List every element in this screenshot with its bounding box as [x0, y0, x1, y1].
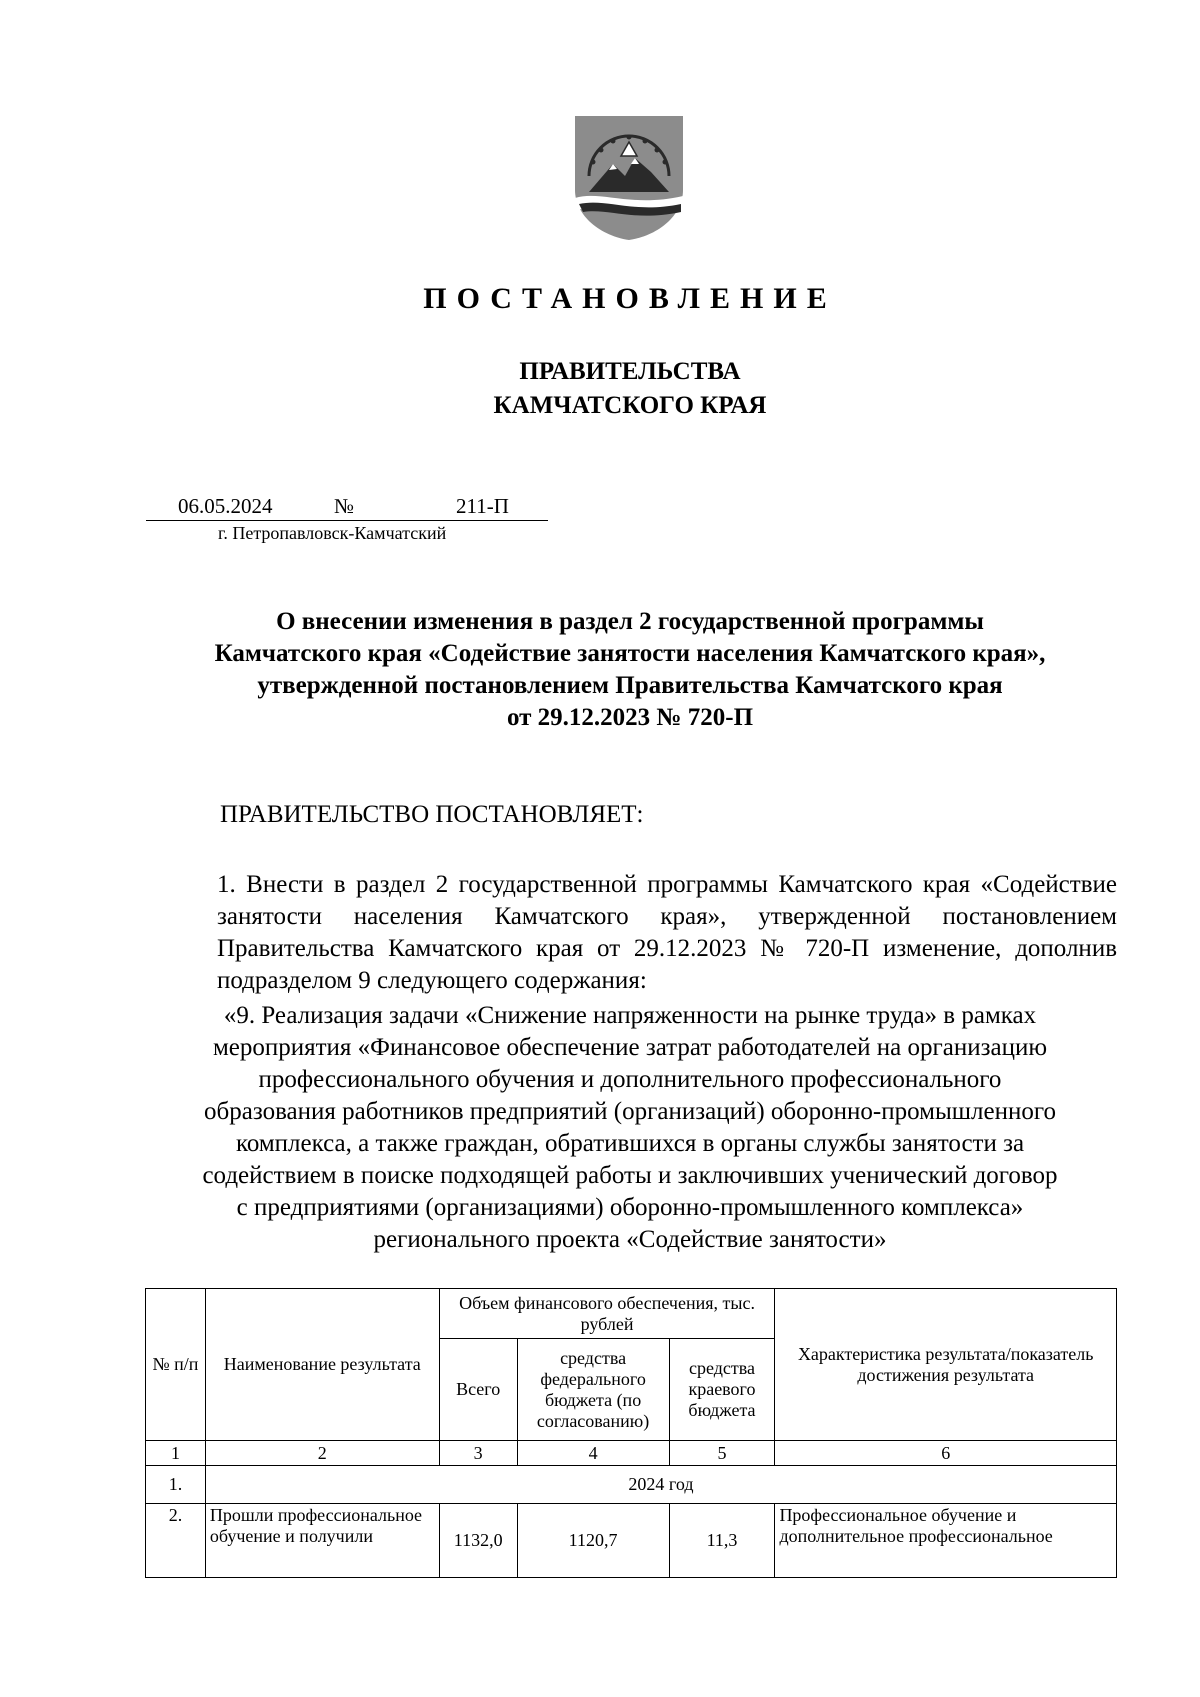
row-num: 2.: [146, 1504, 206, 1578]
subsection-line-2: мероприятия «Финансовое обеспечение затрат работодателей на организацию: [212, 1034, 1048, 1061]
table-header-row: [146, 1289, 1117, 1339]
title-line-4: от 29.12.2023 № 720-П: [506, 704, 754, 731]
document-type-heading: ПОСТАНОВЛЕНИЕ: [423, 282, 837, 315]
header-num: № п/п: [146, 1289, 206, 1441]
authority-line-2: КАМЧАТСКОГО КРАЯ: [493, 392, 767, 419]
results-table: [145, 1288, 1117, 1578]
table-row: [146, 1504, 1117, 1578]
column-number-row: [146, 1441, 1117, 1466]
title-line-2: Камчатского края «Содействие занятости населения Камчатского края»,: [214, 640, 1046, 667]
subsection-line-7: с предприятиями (организациями) оборонно-промышленного комплекса»: [236, 1194, 1024, 1221]
header-name: Наименование результата: [205, 1289, 439, 1441]
document-city: г. Петропавловск-Камчатский: [218, 523, 447, 543]
column-number: 2: [205, 1441, 439, 1466]
row-characteristic: Профессиональное обучение и дополнительное профессиональное: [775, 1504, 1117, 1578]
row-regional: 11,3: [669, 1504, 775, 1578]
document-number: 211-П: [456, 494, 509, 518]
header-total: Всего: [439, 1339, 517, 1441]
resolves-statement: ПРАВИТЕЛЬСТВО ПОСТАНОВЛЯЕТ:: [220, 801, 644, 828]
header-regional: средства краевого бюджета: [669, 1339, 775, 1441]
column-number: 1: [146, 1441, 206, 1466]
paragraph-1: [145, 869, 1117, 997]
document-title: [145, 606, 1115, 734]
subsection-line-4: образования работников предприятий (организаций) оборонно-промышленного: [204, 1098, 1056, 1125]
subsection-line-3: профессионального обучения и дополнительного профессионального: [258, 1066, 1002, 1093]
subsection-line-6: содействием в поиске подходящей работы и заключивших ученический договор: [202, 1162, 1058, 1189]
issuing-authority: [0, 355, 1200, 423]
column-number: 4: [517, 1441, 669, 1466]
header-federal: средства федерального бюджета (по согласованию): [517, 1339, 669, 1441]
paragraph-1-text: 1. Внести в раздел 2 государственной программы Камчатского края «Содействие занятости населения Камчатского края», утвержденной постановлением Правительства Камчатского края от 29.12.2023 № 720-П изменение, дополнив подразделом 9 следующего содержания:: [217, 871, 1117, 994]
subsection-line-1: «9. Реализация задачи «Снижение напряженности на рынке труда» в рамках: [223, 1002, 1037, 1029]
header-volume: Объем финансового обеспечения, тыс. рублей: [439, 1289, 775, 1339]
kamchatka-coat-of-arms-icon: [571, 112, 687, 242]
year-label: 2024 год: [205, 1466, 1116, 1504]
row-federal: 1120,7: [517, 1504, 669, 1578]
column-number: 6: [775, 1441, 1117, 1466]
number-sign: №: [334, 494, 355, 518]
subsection-line-5: комплекса, а также граждан, обратившихся в органы службы занятости за: [235, 1130, 1025, 1157]
row-total: 1132,0: [439, 1504, 517, 1578]
title-line-1: О внесении изменения в раздел 2 государственной программы: [276, 608, 984, 635]
column-number: 3: [439, 1441, 517, 1466]
row-name: Прошли профессиональное обучение и получили: [205, 1504, 439, 1578]
column-number: 5: [669, 1441, 775, 1466]
title-line-3: утвержденной постановлением Правительства Камчатского края: [257, 672, 1003, 699]
table-row-year: [146, 1466, 1117, 1504]
header-characteristic: Характеристика результата/показатель достижения результата: [775, 1289, 1117, 1441]
row-num: 1.: [146, 1466, 206, 1504]
date-number-line: [146, 494, 548, 521]
authority-line-1: ПРАВИТЕЛЬСТВА: [519, 358, 741, 385]
document-date: 06.05.2024: [178, 494, 273, 518]
subsection-line-8: регионального проекта «Содействие занятости»: [373, 1226, 887, 1253]
subsection-heading: [140, 1000, 1120, 1256]
